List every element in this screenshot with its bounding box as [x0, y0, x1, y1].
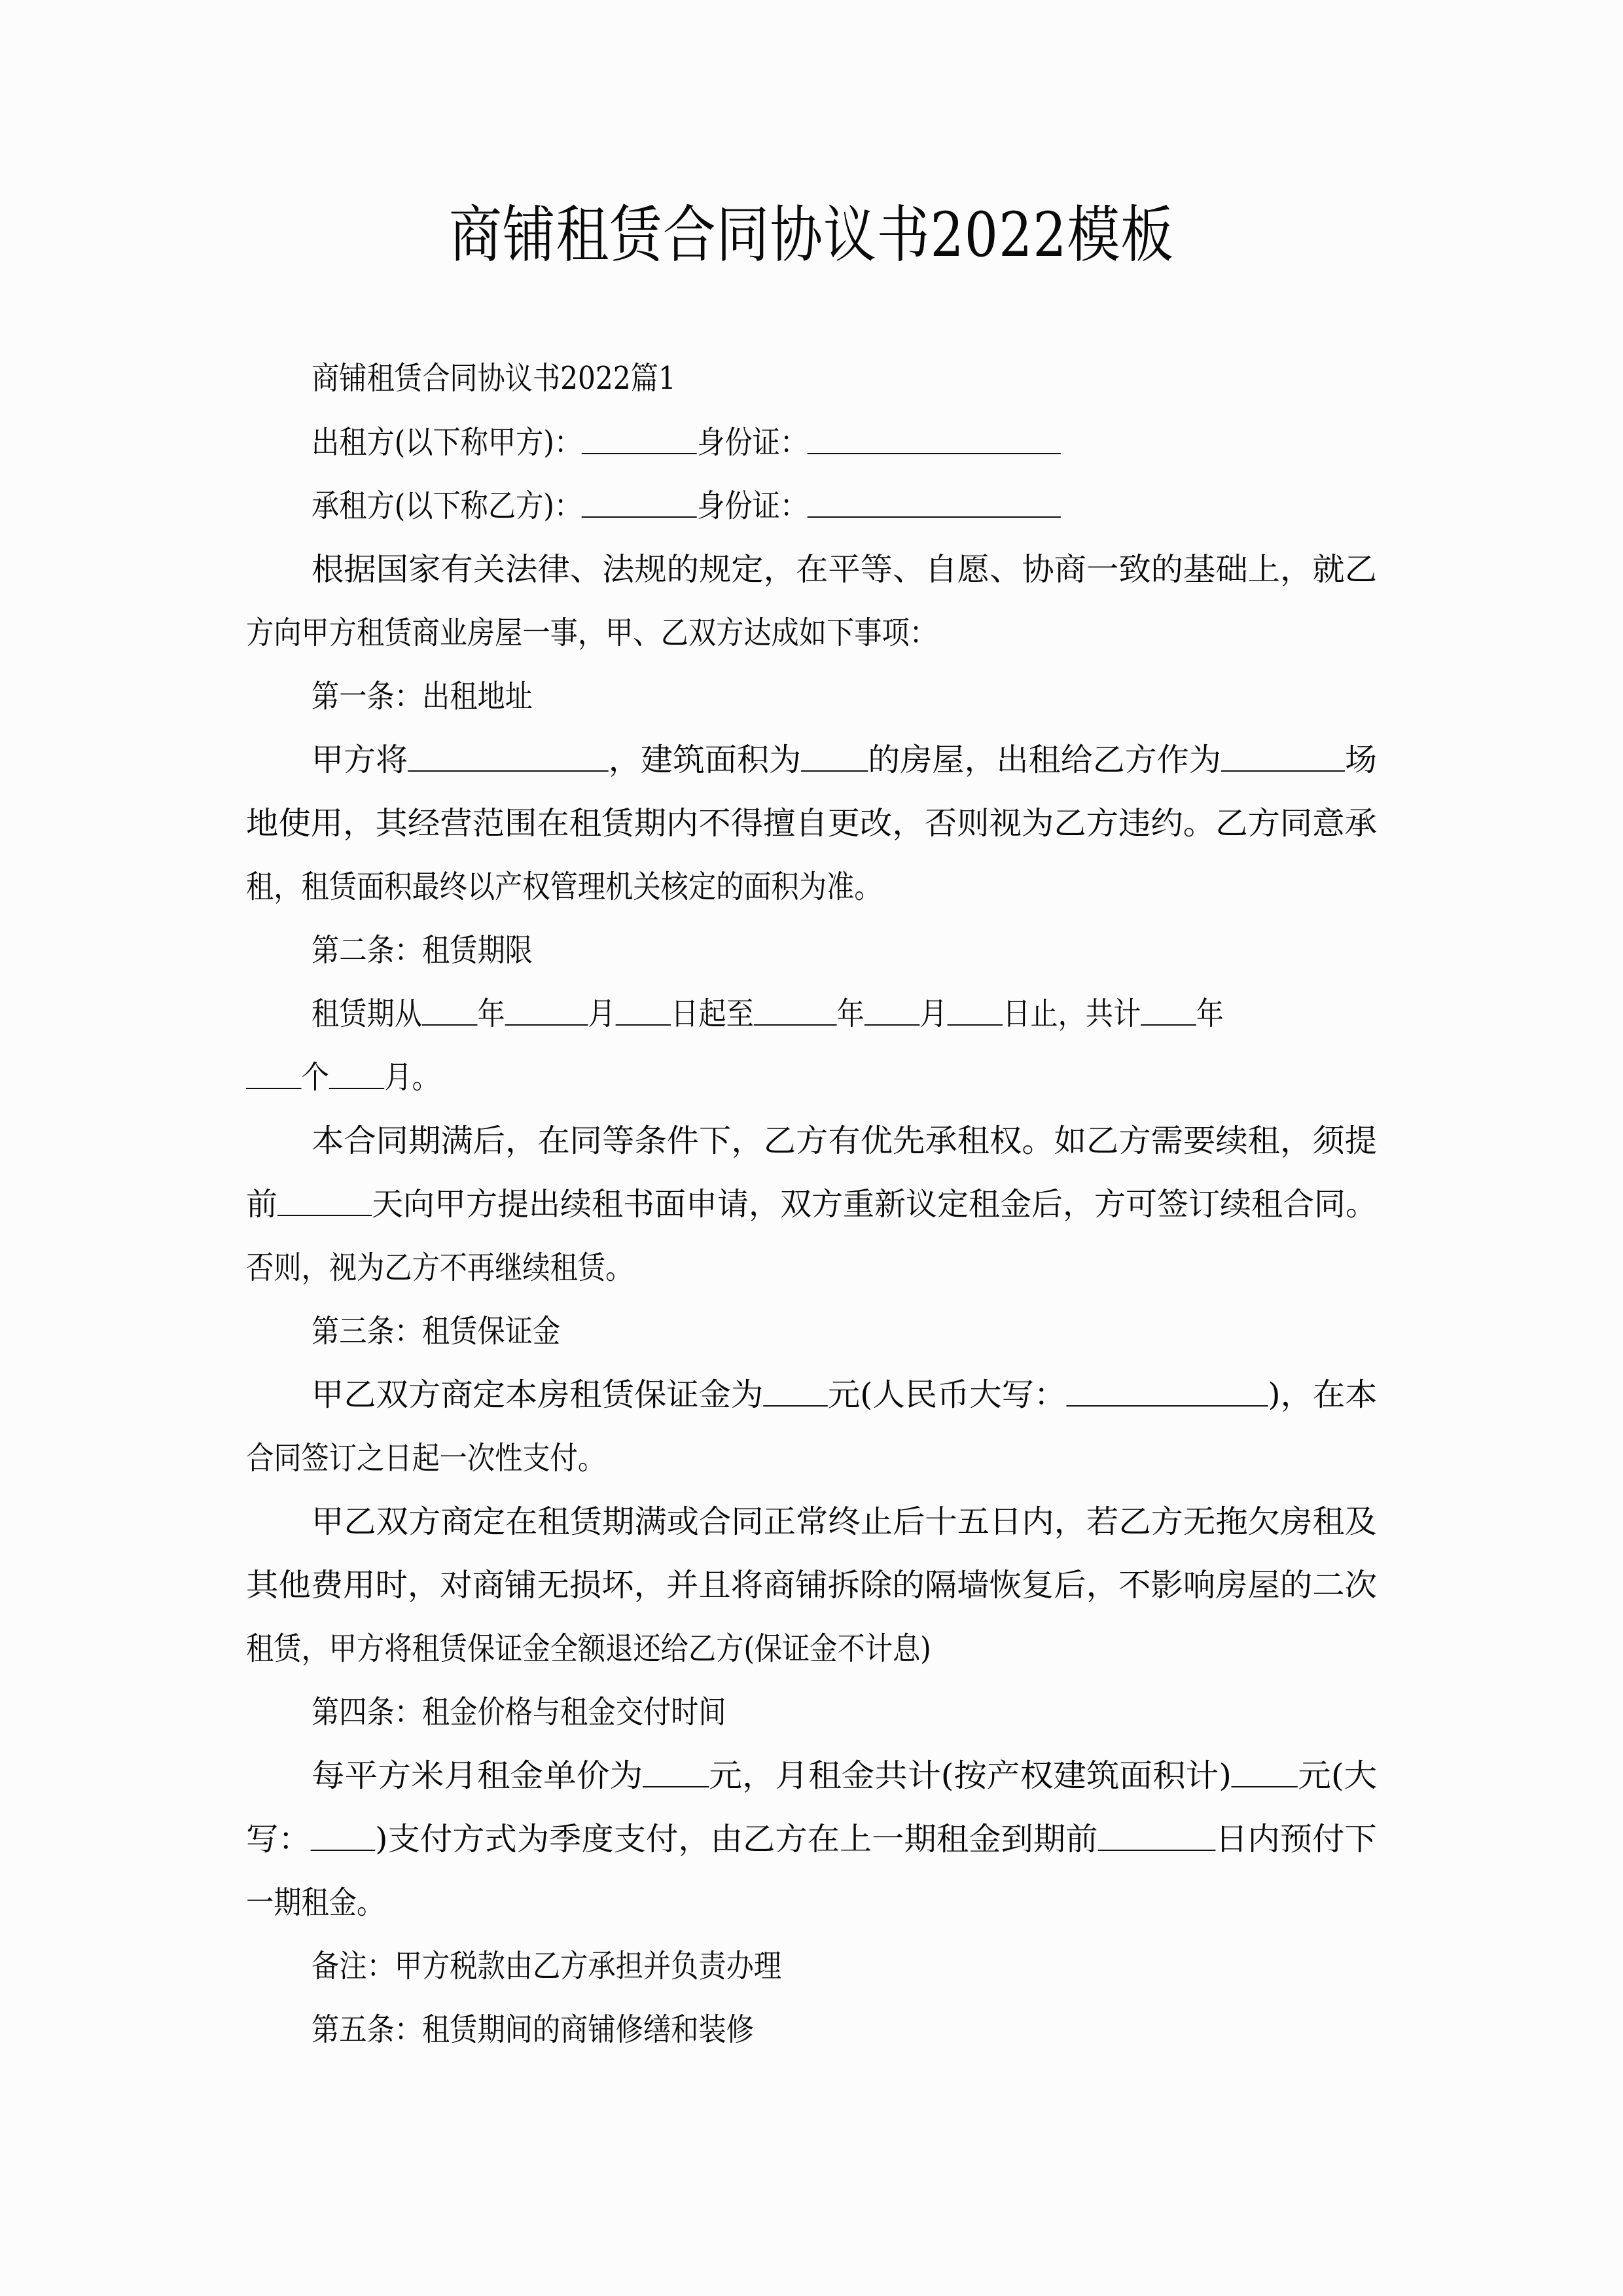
text-run: 日内预付下 — [1215, 1821, 1377, 1857]
text-line — [246, 1439, 605, 1478]
text-run: 月 — [588, 996, 616, 1032]
text-run: 场 — [1344, 742, 1378, 778]
text-line — [312, 740, 1377, 780]
text-line — [312, 1946, 781, 1986]
fill-in-blank — [1097, 1821, 1215, 1851]
text-run: 租赁，甲方将租赁保证金全额退还给乙方(保证金不计息) — [246, 1630, 931, 1667]
text-line — [312, 2010, 754, 2049]
text-line — [312, 423, 1061, 462]
text-run: 天向甲方提出续租书面申请，双方重新议定租金后，方可签订续租合同。 — [372, 1186, 1378, 1223]
text-line — [312, 1312, 560, 1351]
text-line — [246, 1185, 1377, 1224]
text-line — [312, 677, 533, 716]
text-line — [312, 486, 1061, 526]
text-line — [312, 931, 533, 970]
text-run: 年 — [1196, 996, 1224, 1032]
text-run: 日起至 — [671, 996, 754, 1032]
text-run: 备注：甲方税款由乙方承担并负责办理 — [312, 1948, 782, 1984]
text-line — [312, 994, 1224, 1033]
text-run: )支付方式为季度支付，由乙方在上一期租金到期前 — [375, 1821, 1098, 1857]
text-run: 第二条：租赁期限 — [312, 932, 533, 969]
text-run: 地使用，其经营范围在租赁期内不得擅自更改，否则视为乙方违约。乙方同意承 — [246, 805, 1378, 842]
text-run: 元(大 — [1298, 1757, 1378, 1794]
text-run: 元，月租金共计(按产权建筑面积计) — [709, 1757, 1232, 1794]
text-line — [312, 1693, 726, 1732]
fill-in-blank — [754, 996, 837, 1026]
text-run: 日止，共计 — [1003, 996, 1141, 1032]
text-run: 否则，视为乙方不再继续租赁。 — [246, 1249, 633, 1286]
text-run: 合同签订之日起一次性支付。 — [246, 1440, 606, 1477]
text-line — [246, 1820, 1377, 1859]
text-run: 年 — [836, 996, 865, 1032]
fill-in-blank — [1141, 996, 1196, 1026]
fill-in-blank — [865, 996, 919, 1026]
text-run: 月 — [919, 996, 948, 1032]
fill-in-blank — [808, 424, 1061, 454]
text-run: 租赁期从 — [312, 996, 422, 1032]
text-run: 承租方(以下称乙方)： — [312, 488, 582, 524]
text-run: 方向甲方租赁商业房屋一事，甲、乙双方达成如下事项： — [246, 615, 938, 651]
text-run: 甲方将 — [312, 742, 408, 778]
text-run: 商铺租赁合同协议书2022篇1 — [312, 360, 676, 397]
fill-in-blank — [1221, 742, 1345, 772]
text-line — [246, 867, 882, 906]
text-run: 一期租金。 — [246, 1884, 385, 1921]
fill-in-blank — [763, 1376, 828, 1407]
fill-in-blank — [1066, 1376, 1268, 1407]
fill-in-blank — [246, 1059, 301, 1089]
text-run: 甲乙双方商定本房租赁保证金为 — [312, 1376, 764, 1413]
text-run: 第三条：租赁保证金 — [312, 1313, 561, 1350]
text-run: 出租方(以下称甲方)： — [312, 424, 582, 461]
text-line — [312, 1121, 1377, 1160]
fill-in-blank — [801, 742, 868, 772]
text-line — [246, 1883, 384, 1922]
text-run: 本合同期满后，在同等条件下，乙方有优先承租权。如乙方需要续租，须提 — [312, 1122, 1378, 1159]
fill-in-blank — [408, 742, 609, 772]
text-run: ，建筑面积为 — [608, 742, 802, 778]
text-run: 每平方米月租金单价为 — [312, 1757, 643, 1794]
fill-in-blank — [948, 996, 1003, 1026]
text-run: 前 — [246, 1186, 278, 1223]
text-line — [246, 1058, 440, 1097]
text-line — [246, 1566, 1377, 1605]
text-run: 写： — [246, 1821, 311, 1857]
text-run: 第四条：租金价格与租金交付时间 — [312, 1694, 726, 1731]
text-line — [312, 1502, 1377, 1541]
text-line — [312, 359, 676, 398]
text-line — [246, 1629, 931, 1668]
text-run: 租，租赁面积最终以产权管理机关核定的面积为准。 — [246, 869, 882, 905]
text-line — [246, 1248, 633, 1287]
text-line — [312, 1756, 1377, 1795]
fill-in-blank — [582, 488, 697, 518]
fill-in-blank — [808, 488, 1061, 518]
text-run: 甲乙双方商定在租赁期满或合同正常终止后十五日内，若乙方无拖欠房租及 — [312, 1503, 1378, 1540]
text-line — [312, 1375, 1377, 1414]
text-run: 第一条：出租地址 — [312, 678, 533, 715]
fill-in-blank — [422, 996, 477, 1026]
fill-in-blank — [582, 424, 697, 454]
fill-in-blank — [1232, 1757, 1298, 1787]
text-run: 月。 — [384, 1059, 440, 1096]
fill-in-blank — [643, 1757, 709, 1787]
text-run: 身份证： — [697, 488, 808, 524]
fill-in-blank — [329, 1059, 384, 1089]
text-line — [312, 550, 1377, 589]
fill-in-blank — [277, 1186, 372, 1216]
text-run: 其他费用时，对商铺无损坏，并且将商铺拆除的隔墙恢复后，不影响房屋的二次 — [246, 1567, 1378, 1604]
text-run: 元(人民币大写： — [827, 1376, 1067, 1413]
fill-in-blank — [311, 1821, 376, 1851]
document-title: 商铺租赁合同协议书2022模板 — [449, 200, 1174, 271]
text-line — [246, 613, 937, 653]
fill-in-blank — [616, 996, 671, 1026]
text-run: 根据国家有关法律、法规的规定，在平等、自愿、协商一致的基础上，就乙 — [312, 551, 1378, 588]
text-run: 身份证： — [697, 424, 808, 461]
text-run: 个 — [301, 1059, 329, 1096]
text-run: 年 — [477, 996, 505, 1032]
text-line — [246, 804, 1377, 843]
fill-in-blank — [505, 996, 588, 1026]
text-run: )，在本 — [1268, 1376, 1378, 1413]
text-run: 第五条：租赁期间的商铺修缮和装修 — [312, 2011, 754, 2048]
text-run: 的房屋，出租给乙方作为 — [868, 742, 1221, 778]
